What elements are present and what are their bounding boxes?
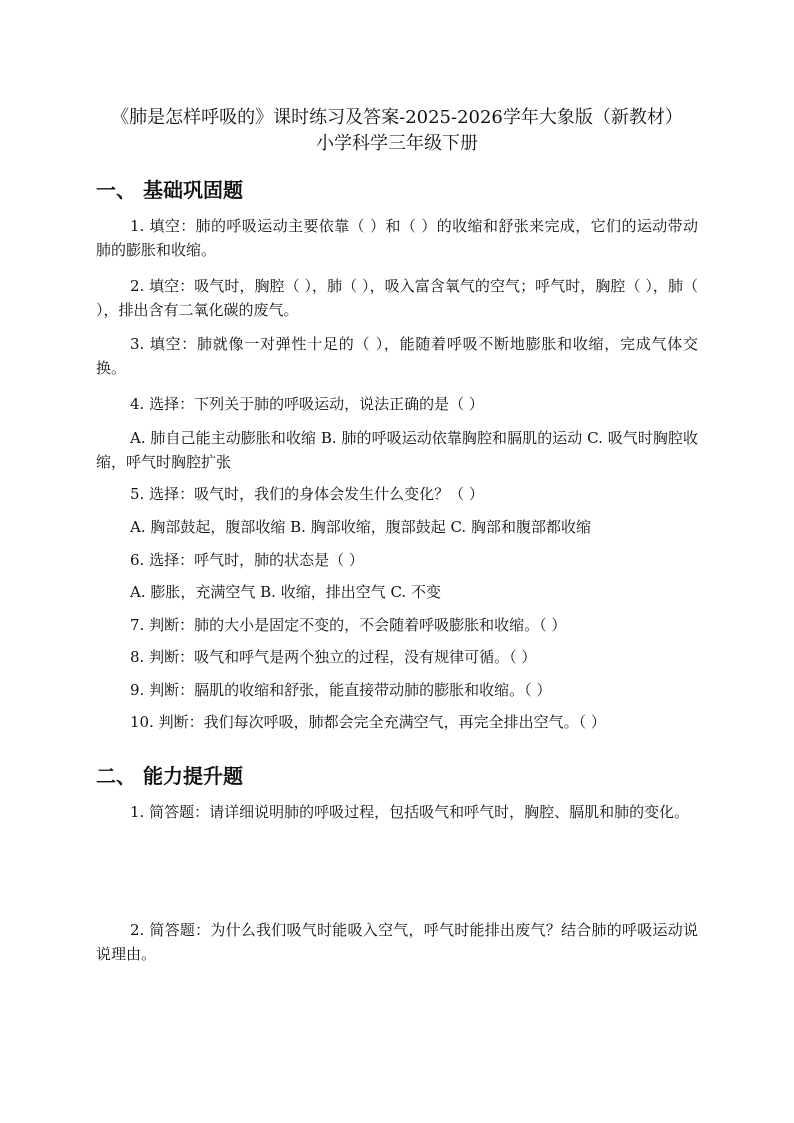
question-item: 3. 填空：肺就像一对弹性十足的（ ），能随着呼吸不断地膨胀和收缩，完成气体交换。 (96, 335, 698, 377)
question-item: 2. 简答题：为什么我们吸气时能吸入空气，呼气时能排出废气？结合肺的呼吸运动说说理由。 (96, 921, 698, 963)
document-title-line-1: 《肺是怎样呼吸的》课时练习及答案-2025-2026学年大象版（新教材） (111, 107, 683, 128)
question-item: 1. 简答题：请详细说明肺的呼吸过程，包括吸气和呼气时，胸腔、膈肌和肺的变化。 (130, 803, 690, 821)
question-item: 2. 填空：吸气时，胸腔（ ），肺（ ），吸入富含氧气的空气；呼气时，胸腔（ ），肺（ ），排出含有二氧化碳的废气。 (96, 277, 698, 319)
section-heading-basic: 一、 基础巩固题 (96, 178, 243, 202)
section-heading-advanced: 二、 能力提升题 (96, 764, 243, 788)
question-item: 10. 判断：我们每次呼吸，肺都会完全充满空气，再完全排出空气。（ ） (130, 713, 606, 731)
question-item: 9. 判断：膈肌的收缩和舒张，能直接带动肺的膨胀和收缩。（ ） (130, 681, 552, 699)
question-item: 1. 填空：肺的呼吸运动主要依靠（ ）和（ ）的收缩和舒张来完成，它们的运动带动肺的膨胀和收缩。 (96, 217, 698, 259)
question-item: 7. 判断：肺的大小是固定不变的，不会随着呼吸膨胀和收缩。（ ） (130, 616, 567, 634)
answer-options: A. 胸部鼓起，腹部收缩 B. 胸部收缩，腹部鼓起 C. 胸部和腹部都收缩 (130, 518, 591, 536)
question-item: 4. 选择：下列关于肺的呼吸运动，说法正确的是（ ） (130, 395, 484, 413)
document-title-line-2: 小学科学三年级下册 (316, 133, 478, 154)
question-item: 6. 选择：呼气时，肺的状态是（ ） (130, 551, 364, 569)
question-item: 5. 选择：吸气时，我们的身体会发生什么变化？（ ） (130, 485, 484, 503)
answer-options: A. 膨胀，充满空气 B. 收缩，排出空气 C. 不变 (130, 583, 441, 601)
question-item: 8. 判断：吸气和呼气是两个独立的过程，没有规律可循。（ ） (130, 648, 537, 666)
answer-options: A. 肺自己能主动膨胀和收缩 B. 肺的呼吸运动依靠胸腔和膈肌的运动 C. 吸气时胸腔收缩，呼气时胸腔扩张 (96, 429, 698, 471)
